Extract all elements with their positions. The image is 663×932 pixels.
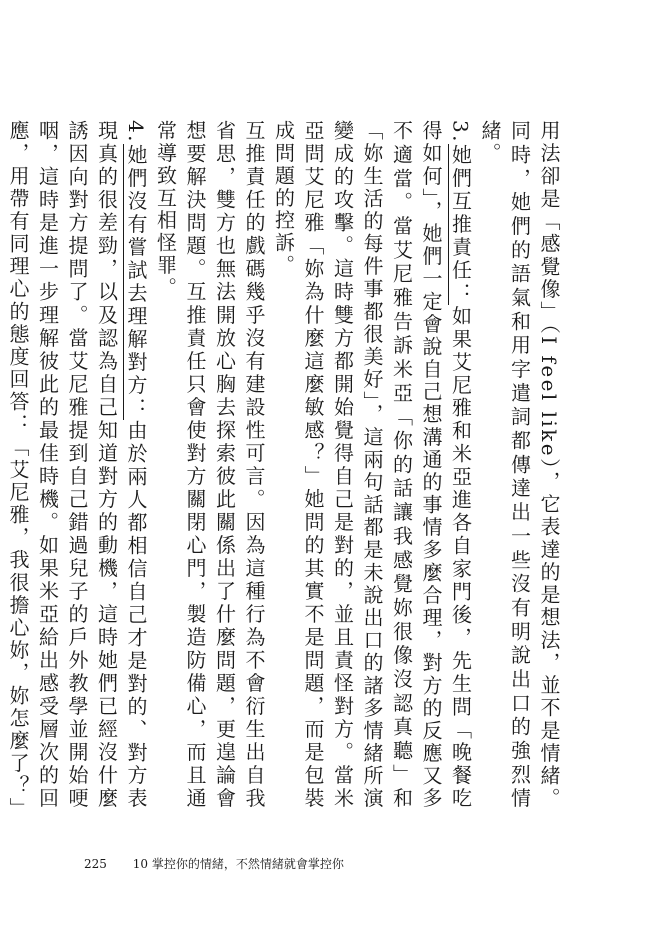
- list-item-3: [268, 120, 475, 810]
- list-number-4: 4.: [124, 120, 148, 144]
- running-head: 10 掌控你的情緒，不然情緒就會掌控你: [132, 857, 344, 871]
- list-number-3: 3.: [448, 120, 473, 144]
- vertical-text-body: [6, 120, 563, 810]
- list-item-4: [0, 120, 150, 810]
- list-term-3: 她們互推責任：: [448, 143, 473, 306]
- list-text-3: 如果艾尼雅和米亞進各自家門後，先生問「晚餐吃得如何」，她們一定會說自己想溝通的事情多麼合理，對方的反應又多不適當。當艾尼雅告訴米亞「你的話讓我感覺妳很像沒認真聽」和「妳生活的每件事都很美好」，這兩句話都是未說出口的諸多情緒所演變成的攻擊。這時雙方都開始覺得自己是對的，並且責怪對方。當米亞問艾尼雅「妳為什麼這麼敏感？」她問的其實不是問題，而是包裝成問題的控訴。: [271, 120, 473, 810]
- page-number: 225: [84, 857, 107, 871]
- list-term-4: 她們沒有嘗試去理解對方：: [124, 143, 148, 421]
- paragraph-intro: 用法卻是「感覺像」（I feel like），它表達的是想法，並不是情緒。同時，她們的語氣和用字遣詞都傳達出一些沒有明說出口的強烈情緒。: [478, 120, 561, 810]
- paragraph-blame-continuation: 互推責任的戲碼幾乎沒有建設性可言。因為這種行為不會衍生出自我省思，雙方也無法開放心胸去探索彼此關係出了什麼問題，更遑論會想要解決問題。互推責任只會使對方關閉心門，製造防備心，而且通常導致互相怪罪。: [153, 120, 266, 810]
- list-text-4: 由於兩人都相信自己才是對的、對方表現真的很差勁，以及認為自己知道對方的動機，這時她們已經沒什麼誘因向對方提問了。當艾尼雅提到自己錯過兒子的戶外教學並開始哽咽，這時是進一步理解彼此的最佳時機。如果米亞給出感受層次的回應，用帶有同理心的態度回答：「艾尼雅，我很擔心妳，妳怎麼了？」: [6, 120, 148, 810]
- page-footer: [84, 854, 544, 874]
